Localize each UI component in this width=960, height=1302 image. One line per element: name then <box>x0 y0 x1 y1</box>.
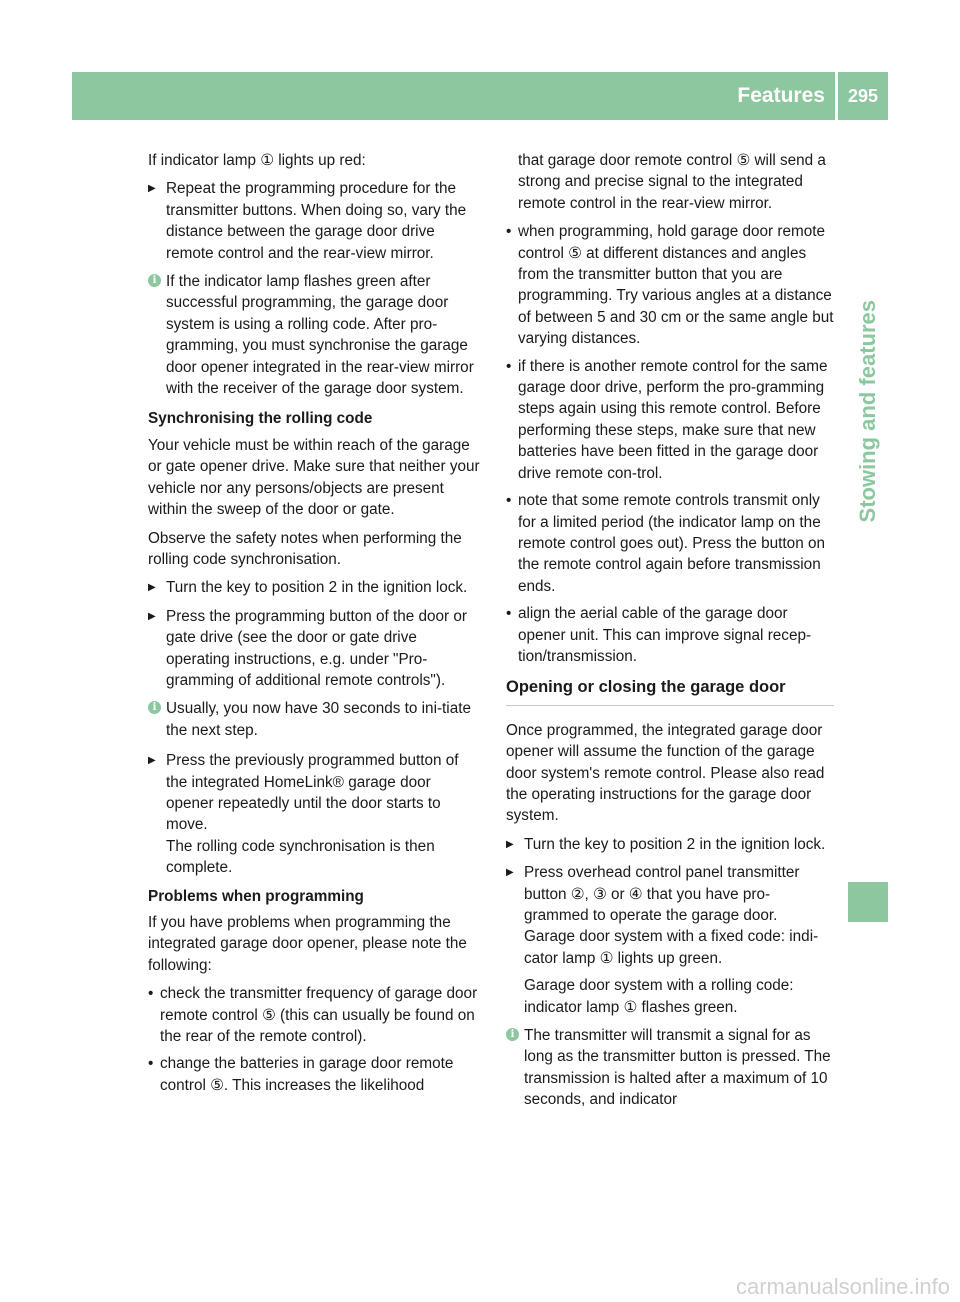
step-press-homelink <box>148 750 481 878</box>
info-icon: i <box>506 1028 519 1041</box>
paragraph: If you have problems when programming the integrated garage door opener, please note the following: <box>148 914 467 974</box>
info-text: The transmitter will transmit a signal for as long as the transmitter button is pressed. The transmission is halted after a maximum of 10 seconds, and indicator <box>524 1027 831 1109</box>
step-rolling-code: Garage door system with a rolling code: indicator lamp ① flashes green. <box>524 977 794 1016</box>
step-fixed-code: Garage door system with a fixed code: indi-cator lamp ① lights up green. <box>524 928 819 967</box>
info-text: If the indicator lamp flashes green after successful programming, the garage door system is using a rolling code. After pro-gramming, you must synchronise the garage door opener integrated in the rear-view mirror with the receiver of the garage door system. <box>166 273 474 398</box>
bullet-item: • change the batteries in garage door remote control ⑤. This increases the likelihood <box>148 1053 481 1096</box>
info-note <box>148 698 481 741</box>
step-text: Press overhead control panel transmitter button ②, ③ or ④ that you have pro-grammed to operate the garage door. <box>524 864 800 924</box>
info-icon: i <box>148 701 161 714</box>
intro-text: If indicator lamp ① lights up red: <box>148 152 366 169</box>
paragraph: Your vehicle must be within reach of the garage or gate opener drive. Make sure that neither your vehicle nor any persons/objects are present within the sweep of the door or gate. <box>148 436 480 519</box>
page-number: 295 <box>847 85 878 106</box>
step-repeat: ▶ Repeat the programming procedure for the transmitter buttons. When doing so, vary the distance between the garage door drive remote control and the rear-view mirror. <box>148 178 481 264</box>
step-result: The rolling code synchronisation is then complete. <box>166 837 435 877</box>
heading-problems: Problems when programming <box>148 887 364 905</box>
bullet-item: • if there is another remote control for the same garage door drive, perform the pro-gramming steps again using this remote control. Before performing these steps, make sure that new batteries have been fitted in the garage door drive remote con-trol. <box>506 356 834 484</box>
info-note <box>506 1025 834 1111</box>
info-note <box>148 271 481 399</box>
bullet-continuation: that garage door remote control ⑤ will send a strong and precise signal to the integrated remote control in the rear-view mirror. <box>518 152 826 212</box>
step-turn-key: ▶ Turn the key to position 2 in the ignition lock. <box>506 834 834 855</box>
watermark: carmanualsonline.info <box>735 1274 950 1299</box>
bullet-item: • check the transmitter frequency of garage door remote control ⑤ (this can usually be found on the rear of the remote control). <box>148 983 481 1047</box>
right-column <box>506 150 834 1120</box>
step-turn-key: ▶ Turn the key to position 2 in the ignition lock. <box>148 577 481 598</box>
heading-synchronising: Synchronising the rolling code <box>148 410 373 428</box>
side-tab-label: Stowing and features <box>855 300 880 523</box>
step-press-programming: ▶ Press the programming button of the door or gate drive (see the door or gate drive operating instructions, e.g. under "Pro-gramming of additional remote controls"). <box>148 606 481 692</box>
bullet-item: • note that some remote controls transmit only for a limited period (the indicator lamp on the remote control goes out). Press the button on the remote control again before transmission ends. <box>506 490 834 597</box>
bullet-item: • align the aerial cable of the garage door opener unit. This can improve signal recep-tion/transmission. <box>506 603 834 667</box>
heading-opening-closing: Opening or closing the garage door <box>506 677 834 705</box>
bullet-item: • when programming, hold garage door remote control ⑤ at different distances and angles from the transmitter button that you are programming. Try various angles at a distance of between 5 and 30 cm or the same angle but varying distances. <box>506 221 834 349</box>
step-text: Press the previously programmed button of the integrated HomeLink® garage door opener repeatedly until the door starts to move. <box>166 752 459 834</box>
header-bar <box>72 72 888 120</box>
step-press-transmitter <box>506 862 834 1018</box>
section-title: Features <box>737 84 825 107</box>
paragraph: Once programmed, the integrated garage door opener will assume the function of the garage door system's remote control. Please also read the operating instructions for the garage door system. <box>506 721 825 825</box>
side-tab-marker <box>848 882 888 922</box>
info-text: Usually, you now have 30 seconds to ini-tiate the next step. <box>166 700 471 739</box>
paragraph: Observe the safety notes when performing the rolling code synchronisation. <box>148 529 462 568</box>
info-icon: i <box>148 274 161 287</box>
left-column <box>148 150 481 1102</box>
